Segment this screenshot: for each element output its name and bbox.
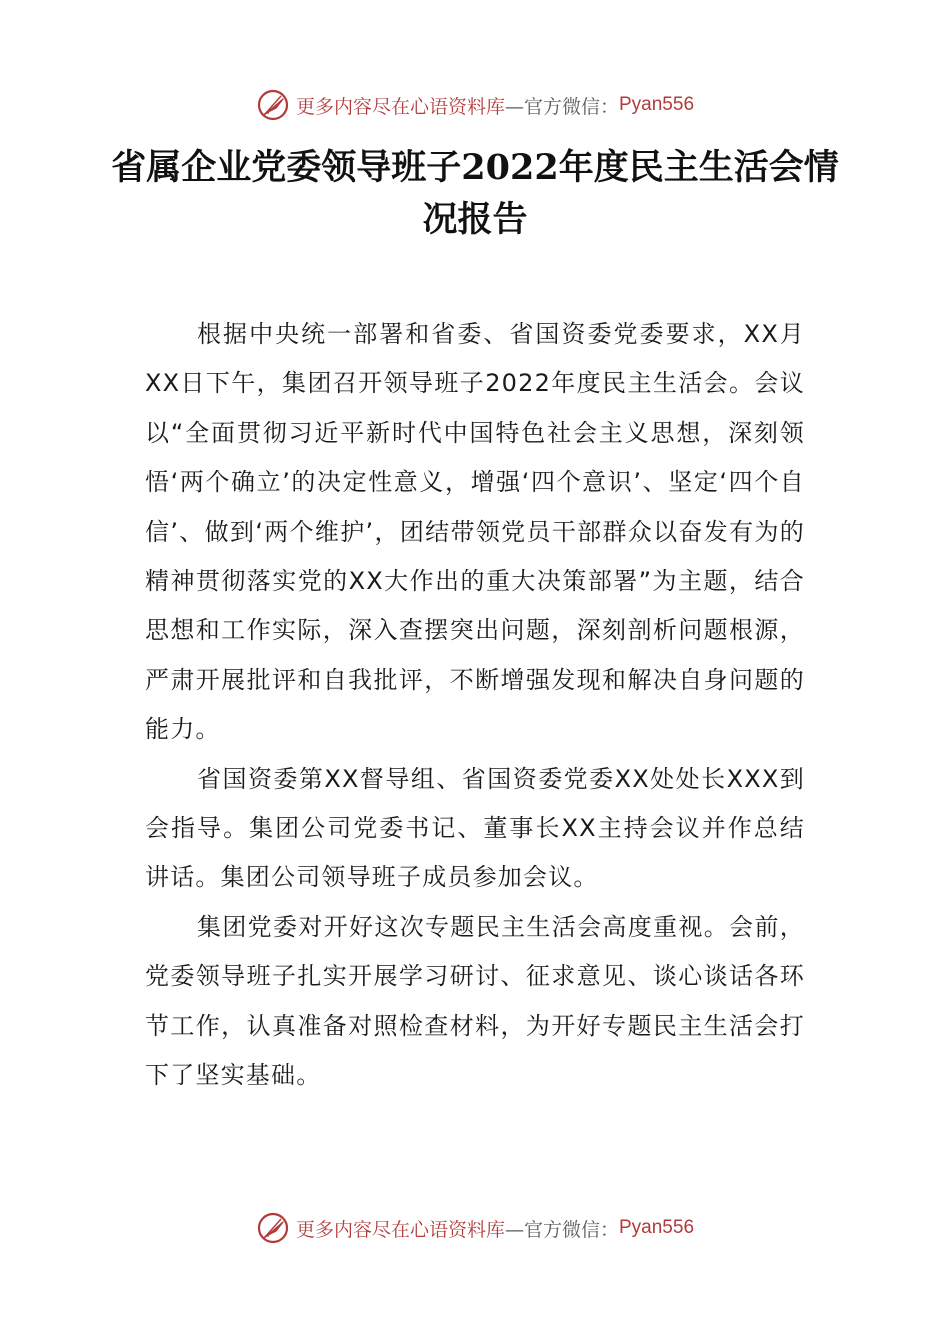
quill-pen-logo-icon xyxy=(256,1211,290,1245)
header-watermark xyxy=(0,88,950,122)
watermark-site-text: 更多内容尽在心语资料库 xyxy=(295,1218,505,1241)
watermark-wechat-id: Pyan556 xyxy=(619,94,695,115)
watermark-site-text: 更多内容尽在心语资料库 xyxy=(295,95,505,118)
paragraph: 省国资委第XX督导组、省国资委党委XX处处长XXX到会指导。集团公司党委书记、董事长XX主持会议并作总结讲话。集团公司领导班子成员参加会议。 xyxy=(145,764,805,892)
document-body xyxy=(145,310,805,1101)
paragraph: 根据中央统一部署和省委、省国资委党委要求，XX月XX日下午，集团召开领导班子2022年度民主生活会。会议以“全面贯彻习近平新时代中国特色社会主义思想，深刻领悟‘两个确立’的决定性意义，增强‘四个意识’、坚定‘四个自信’、做到‘两个维护’，团结带领党员干部群众以奋发有为的精神贯彻落实党的XX大作出的重大决策部署”为主题，结合思想和工作实际，深入查摆突出问题，深刻剖析问题根源，严肃开展批评和自我批评，不断增强发现和解决自身问题的能力。 xyxy=(145,320,805,744)
paragraph: 集团党委对开好这次专题民主生活会高度重视。会前，党委领导班子扎实开展学习研讨、征求意见、谈心谈话各环节工作，认真准备对照检查材料，为开好专题民主生活会打下了坚实基础。 xyxy=(145,912,805,1090)
document-title: 省属企业党委领导班子2022年度民主生活会情况报告 xyxy=(111,147,839,240)
footer-watermark xyxy=(0,1211,950,1245)
watermark-official-text: —官方微信： xyxy=(504,95,619,118)
watermark-wechat-id: Pyan556 xyxy=(619,1217,695,1238)
watermark-official-text: —官方微信： xyxy=(504,1218,619,1241)
quill-pen-logo-icon xyxy=(256,88,290,122)
